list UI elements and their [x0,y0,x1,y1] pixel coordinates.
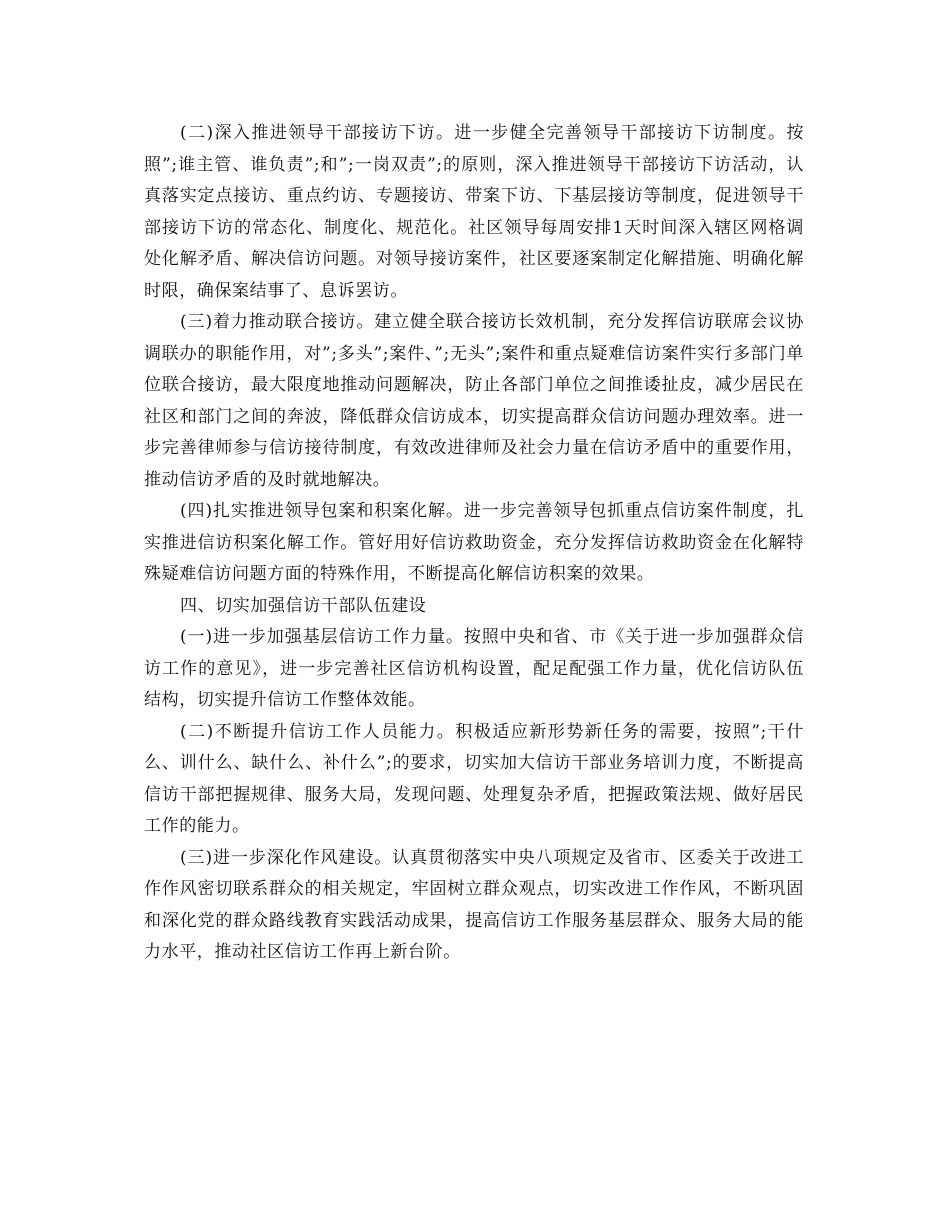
paragraph-grassroots-strength: (一)进一步加强基层信访工作力量。按照中央和省、市《关于进一步加强群众信访工作的意见》，进一步完善社区信访机构设置，配足配强工作力量，优化信访队伍结构，切实提升信访工作整体效能。 [144,627,804,710]
document-body [144,118,804,969]
paragraph-leadership-visits: (二)深入推进领导干部接访下访。进一步健全完善领导干部接访下访制度。按照”;谁主管、谁负责”;和”;一岗双责”;的原则，深入推进领导干部接访下访活动，认真落实定点接访、重点约访、专题接访、带案下访、下基层接访等制度，促进领导干部接访下访的常态化、制度化、规范化。社区领导每周安排1天时间深入辖区网格调处化解矛盾、解决信访问题。对领导接访案件，社区要逐案制定化解措施、明确化解时限，确保案结事了、息诉罢访。 [144,123,804,301]
paragraph-work-style: (三)进一步深化作风建设。认真贯彻落实中央八项规定及省市、区委关于改进工作作风密切联系群众的相关规定，牢固树立群众观点，切实改进工作作风，不断巩固和深化党的群众路线教育实践活动成果，提高信访工作服务基层群众、服务大局的能力水平，推动社区信访工作再上新台阶。 [144,847,804,962]
paragraph-backlog-resolution: (四)扎实推进领导包案和积案化解。进一步完善领导包抓重点信访案件制度，扎实推进信访积案化解工作。管好用好信访救助资金，充分发挥信访救助资金在化解特殊疑难信访问题方面的特殊作用，不断提高化解信访积案的效果。 [144,501,804,584]
paragraph-staff-ability: (二)不断提升信访工作人员能力。积极适应新形势新任务的需要，按照”;干什么、训什么、缺什么、补什么”;的要求，切实加大信访干部业务培训力度，不断提高信访干部把握规律、服务大局，发现问题、处理复杂矛盾，把握政策法规、做好居民工作的能力。 [144,721,804,836]
paragraph-joint-reception: (三)着力推动联合接访。建立健全联合接访长效机制，充分发挥信访联席会议协调联办的职能作用，对”;多头”;案件、”;无头”;案件和重点疑难信访案件实行多部门单位联合接访，最大限度地推动问题解决，防止各部门单位之间推诿扯皮，减少居民在社区和部门之间的奔波，降低群众信访成本，切实提高群众信访问题办理效率。进一步完善律师参与信访接待制度，有效改进律师及社会力量在信访矛盾中的重要作用，推动信访矛盾的及时就地解决。 [144,312,804,490]
section-heading: 四、切实加强信访干部队伍建设 [180,595,427,616]
